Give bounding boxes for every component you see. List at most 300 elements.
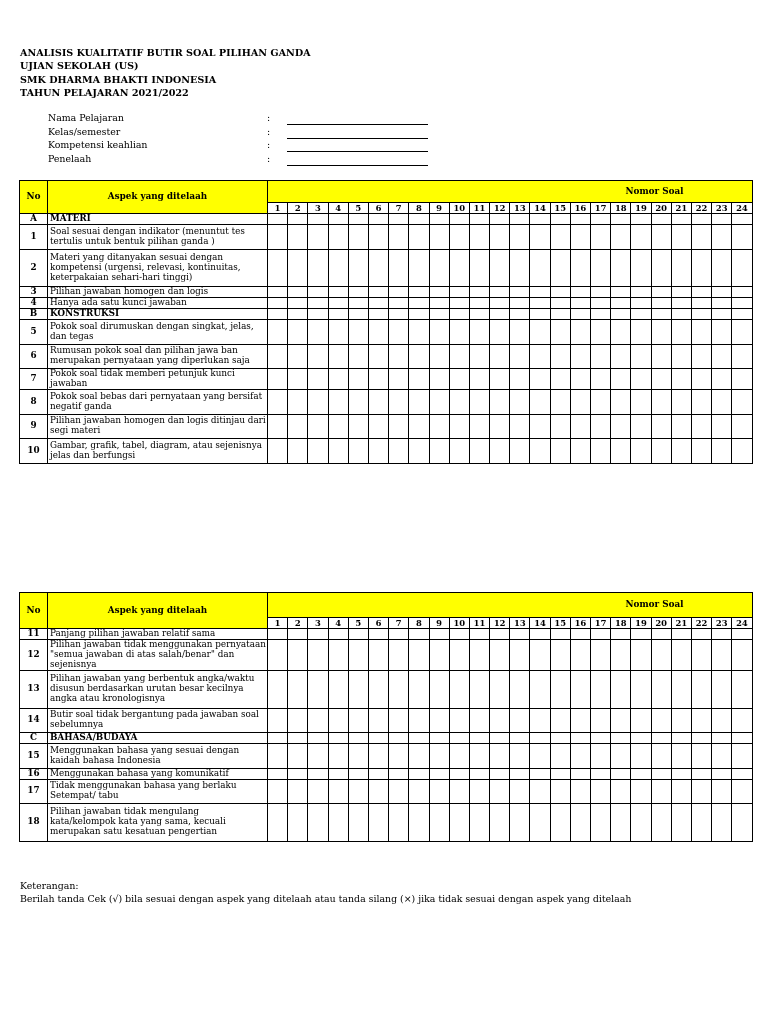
check-cell[interactable] <box>308 249 328 287</box>
check-cell[interactable] <box>651 744 671 769</box>
check-cell[interactable] <box>268 309 288 320</box>
check-cell[interactable] <box>712 298 732 309</box>
check-cell[interactable] <box>348 708 368 733</box>
check-cell[interactable] <box>308 369 328 390</box>
check-cell[interactable] <box>308 298 328 309</box>
check-cell[interactable] <box>409 671 429 709</box>
check-cell[interactable] <box>611 309 631 320</box>
check-cell[interactable] <box>268 439 288 464</box>
check-cell[interactable] <box>631 287 651 298</box>
check-cell[interactable] <box>409 249 429 287</box>
check-cell[interactable] <box>712 414 732 439</box>
check-cell[interactable] <box>591 439 611 464</box>
check-cell[interactable] <box>389 671 409 709</box>
check-cell[interactable] <box>449 708 469 733</box>
check-cell[interactable] <box>288 309 308 320</box>
check-cell[interactable] <box>651 629 671 640</box>
check-cell[interactable] <box>308 320 328 345</box>
check-cell[interactable] <box>671 768 691 779</box>
check-cell[interactable] <box>469 309 489 320</box>
check-cell[interactable] <box>510 414 530 439</box>
check-cell[interactable] <box>268 671 288 709</box>
check-cell[interactable] <box>510 439 530 464</box>
check-cell[interactable] <box>308 214 328 225</box>
check-cell[interactable] <box>530 344 550 369</box>
check-cell[interactable] <box>449 225 469 250</box>
check-cell[interactable] <box>691 640 711 671</box>
check-cell[interactable] <box>328 671 348 709</box>
check-cell[interactable] <box>308 640 328 671</box>
check-cell[interactable] <box>449 369 469 390</box>
check-cell[interactable] <box>389 414 409 439</box>
check-cell[interactable] <box>510 640 530 671</box>
check-cell[interactable] <box>651 640 671 671</box>
check-cell[interactable] <box>288 671 308 709</box>
check-cell[interactable] <box>671 414 691 439</box>
check-cell[interactable] <box>510 390 530 415</box>
check-cell[interactable] <box>469 390 489 415</box>
check-cell[interactable] <box>409 744 429 769</box>
check-cell[interactable] <box>570 744 590 769</box>
check-cell[interactable] <box>631 344 651 369</box>
check-cell[interactable] <box>530 414 550 439</box>
check-cell[interactable] <box>712 733 732 744</box>
check-cell[interactable] <box>490 439 510 464</box>
check-cell[interactable] <box>288 320 308 345</box>
check-cell[interactable] <box>671 804 691 842</box>
check-cell[interactable] <box>368 287 388 298</box>
check-cell[interactable] <box>348 344 368 369</box>
check-cell[interactable] <box>389 779 409 804</box>
check-cell[interactable] <box>389 225 409 250</box>
check-cell[interactable] <box>732 287 752 298</box>
check-cell[interactable] <box>631 744 651 769</box>
check-cell[interactable] <box>510 225 530 250</box>
check-cell[interactable] <box>712 369 732 390</box>
check-cell[interactable] <box>591 225 611 250</box>
check-cell[interactable] <box>510 287 530 298</box>
check-cell[interactable] <box>651 225 671 250</box>
check-cell[interactable] <box>389 249 409 287</box>
check-cell[interactable] <box>510 744 530 769</box>
check-cell[interactable] <box>712 744 732 769</box>
check-cell[interactable] <box>651 249 671 287</box>
check-cell[interactable] <box>449 390 469 415</box>
check-cell[interactable] <box>368 344 388 369</box>
check-cell[interactable] <box>389 344 409 369</box>
check-cell[interactable] <box>288 640 308 671</box>
check-cell[interactable] <box>510 249 530 287</box>
check-cell[interactable] <box>348 225 368 250</box>
check-cell[interactable] <box>651 369 671 390</box>
check-cell[interactable] <box>268 804 288 842</box>
check-cell[interactable] <box>490 287 510 298</box>
check-cell[interactable] <box>550 733 570 744</box>
check-cell[interactable] <box>490 708 510 733</box>
check-cell[interactable] <box>328 369 348 390</box>
check-cell[interactable] <box>671 733 691 744</box>
check-cell[interactable] <box>510 309 530 320</box>
check-cell[interactable] <box>429 298 449 309</box>
check-cell[interactable] <box>368 640 388 671</box>
check-cell[interactable] <box>732 214 752 225</box>
check-cell[interactable] <box>570 779 590 804</box>
check-cell[interactable] <box>429 629 449 640</box>
check-cell[interactable] <box>368 414 388 439</box>
check-cell[interactable] <box>409 629 429 640</box>
check-cell[interactable] <box>389 744 409 769</box>
check-cell[interactable] <box>288 768 308 779</box>
check-cell[interactable] <box>368 369 388 390</box>
check-cell[interactable] <box>429 804 449 842</box>
check-cell[interactable] <box>449 768 469 779</box>
check-cell[interactable] <box>550 439 570 464</box>
check-cell[interactable] <box>611 414 631 439</box>
check-cell[interactable] <box>389 439 409 464</box>
check-cell[interactable] <box>671 344 691 369</box>
check-cell[interactable] <box>671 629 691 640</box>
check-cell[interactable] <box>409 344 429 369</box>
check-cell[interactable] <box>368 733 388 744</box>
check-cell[interactable] <box>691 249 711 287</box>
check-cell[interactable] <box>591 287 611 298</box>
check-cell[interactable] <box>348 414 368 439</box>
check-cell[interactable] <box>288 414 308 439</box>
check-cell[interactable] <box>368 708 388 733</box>
check-cell[interactable] <box>732 744 752 769</box>
check-cell[interactable] <box>510 671 530 709</box>
check-cell[interactable] <box>490 804 510 842</box>
check-cell[interactable] <box>570 708 590 733</box>
check-cell[interactable] <box>268 744 288 769</box>
check-cell[interactable] <box>671 640 691 671</box>
check-cell[interactable] <box>631 309 651 320</box>
check-cell[interactable] <box>611 214 631 225</box>
check-cell[interactable] <box>732 249 752 287</box>
check-cell[interactable] <box>449 439 469 464</box>
check-cell[interactable] <box>591 640 611 671</box>
check-cell[interactable] <box>732 309 752 320</box>
check-cell[interactable] <box>530 320 550 345</box>
check-cell[interactable] <box>469 369 489 390</box>
check-cell[interactable] <box>631 629 651 640</box>
check-cell[interactable] <box>550 768 570 779</box>
check-cell[interactable] <box>348 214 368 225</box>
check-cell[interactable] <box>429 369 449 390</box>
check-cell[interactable] <box>570 640 590 671</box>
check-cell[interactable] <box>449 733 469 744</box>
check-cell[interactable] <box>611 733 631 744</box>
check-cell[interactable] <box>328 309 348 320</box>
check-cell[interactable] <box>469 439 489 464</box>
check-cell[interactable] <box>409 298 429 309</box>
check-cell[interactable] <box>591 214 611 225</box>
check-cell[interactable] <box>429 768 449 779</box>
check-cell[interactable] <box>570 733 590 744</box>
check-cell[interactable] <box>490 320 510 345</box>
check-cell[interactable] <box>308 309 328 320</box>
check-cell[interactable] <box>591 249 611 287</box>
check-cell[interactable] <box>550 390 570 415</box>
check-cell[interactable] <box>671 287 691 298</box>
check-cell[interactable] <box>611 320 631 345</box>
check-cell[interactable] <box>550 744 570 769</box>
check-cell[interactable] <box>510 779 530 804</box>
check-cell[interactable] <box>712 214 732 225</box>
check-cell[interactable] <box>530 439 550 464</box>
check-cell[interactable] <box>389 214 409 225</box>
check-cell[interactable] <box>348 439 368 464</box>
check-cell[interactable] <box>651 779 671 804</box>
check-cell[interactable] <box>691 344 711 369</box>
check-cell[interactable] <box>591 629 611 640</box>
check-cell[interactable] <box>691 287 711 298</box>
check-cell[interactable] <box>288 249 308 287</box>
check-cell[interactable] <box>328 629 348 640</box>
check-cell[interactable] <box>570 369 590 390</box>
check-cell[interactable] <box>429 320 449 345</box>
check-cell[interactable] <box>328 390 348 415</box>
check-cell[interactable] <box>268 733 288 744</box>
check-cell[interactable] <box>469 640 489 671</box>
check-cell[interactable] <box>732 439 752 464</box>
check-cell[interactable] <box>429 214 449 225</box>
check-cell[interactable] <box>651 804 671 842</box>
check-cell[interactable] <box>429 779 449 804</box>
check-cell[interactable] <box>368 214 388 225</box>
check-cell[interactable] <box>389 768 409 779</box>
check-cell[interactable] <box>449 249 469 287</box>
check-cell[interactable] <box>288 733 308 744</box>
check-cell[interactable] <box>691 320 711 345</box>
check-cell[interactable] <box>490 414 510 439</box>
check-cell[interactable] <box>631 249 651 287</box>
check-cell[interactable] <box>268 390 288 415</box>
check-cell[interactable] <box>651 287 671 298</box>
check-cell[interactable] <box>570 225 590 250</box>
check-cell[interactable] <box>469 320 489 345</box>
check-cell[interactable] <box>368 320 388 345</box>
check-cell[interactable] <box>490 640 510 671</box>
check-cell[interactable] <box>631 640 651 671</box>
check-cell[interactable] <box>712 225 732 250</box>
check-cell[interactable] <box>449 744 469 769</box>
check-cell[interactable] <box>268 287 288 298</box>
check-cell[interactable] <box>368 804 388 842</box>
check-cell[interactable] <box>732 344 752 369</box>
check-cell[interactable] <box>328 344 348 369</box>
check-cell[interactable] <box>510 768 530 779</box>
check-cell[interactable] <box>732 390 752 415</box>
check-cell[interactable] <box>651 298 671 309</box>
check-cell[interactable] <box>691 309 711 320</box>
check-cell[interactable] <box>611 369 631 390</box>
check-cell[interactable] <box>691 390 711 415</box>
check-cell[interactable] <box>691 414 711 439</box>
check-cell[interactable] <box>550 671 570 709</box>
check-cell[interactable] <box>308 414 328 439</box>
check-cell[interactable] <box>429 708 449 733</box>
check-cell[interactable] <box>348 287 368 298</box>
check-cell[interactable] <box>449 414 469 439</box>
check-cell[interactable] <box>550 309 570 320</box>
check-cell[interactable] <box>288 390 308 415</box>
check-cell[interactable] <box>389 287 409 298</box>
check-cell[interactable] <box>268 779 288 804</box>
check-cell[interactable] <box>328 640 348 671</box>
check-cell[interactable] <box>328 249 348 287</box>
check-cell[interactable] <box>510 804 530 842</box>
check-cell[interactable] <box>591 320 611 345</box>
check-cell[interactable] <box>671 214 691 225</box>
check-cell[interactable] <box>308 768 328 779</box>
check-cell[interactable] <box>530 369 550 390</box>
check-cell[interactable] <box>631 779 651 804</box>
check-cell[interactable] <box>268 320 288 345</box>
check-cell[interactable] <box>348 804 368 842</box>
check-cell[interactable] <box>490 390 510 415</box>
check-cell[interactable] <box>368 779 388 804</box>
check-cell[interactable] <box>348 733 368 744</box>
check-cell[interactable] <box>712 671 732 709</box>
check-cell[interactable] <box>268 249 288 287</box>
check-cell[interactable] <box>288 744 308 769</box>
check-cell[interactable] <box>368 629 388 640</box>
check-cell[interactable] <box>469 629 489 640</box>
check-cell[interactable] <box>550 298 570 309</box>
check-cell[interactable] <box>328 287 348 298</box>
check-cell[interactable] <box>611 298 631 309</box>
competency-fill-line[interactable] <box>287 151 428 152</box>
check-cell[interactable] <box>389 640 409 671</box>
check-cell[interactable] <box>651 344 671 369</box>
check-cell[interactable] <box>368 671 388 709</box>
check-cell[interactable] <box>348 744 368 769</box>
check-cell[interactable] <box>328 733 348 744</box>
check-cell[interactable] <box>631 733 651 744</box>
check-cell[interactable] <box>328 804 348 842</box>
check-cell[interactable] <box>611 287 631 298</box>
check-cell[interactable] <box>691 779 711 804</box>
check-cell[interactable] <box>732 640 752 671</box>
check-cell[interactable] <box>530 390 550 415</box>
check-cell[interactable] <box>712 287 732 298</box>
check-cell[interactable] <box>308 779 328 804</box>
check-cell[interactable] <box>449 804 469 842</box>
check-cell[interactable] <box>691 369 711 390</box>
check-cell[interactable] <box>308 439 328 464</box>
check-cell[interactable] <box>611 708 631 733</box>
check-cell[interactable] <box>490 671 510 709</box>
check-cell[interactable] <box>490 309 510 320</box>
check-cell[interactable] <box>449 640 469 671</box>
check-cell[interactable] <box>671 779 691 804</box>
check-cell[interactable] <box>591 708 611 733</box>
check-cell[interactable] <box>570 287 590 298</box>
check-cell[interactable] <box>368 390 388 415</box>
check-cell[interactable] <box>449 298 469 309</box>
check-cell[interactable] <box>449 309 469 320</box>
check-cell[interactable] <box>490 779 510 804</box>
check-cell[interactable] <box>449 629 469 640</box>
check-cell[interactable] <box>671 320 691 345</box>
check-cell[interactable] <box>651 671 671 709</box>
check-cell[interactable] <box>732 414 752 439</box>
check-cell[interactable] <box>268 414 288 439</box>
check-cell[interactable] <box>570 249 590 287</box>
check-cell[interactable] <box>510 629 530 640</box>
check-cell[interactable] <box>651 309 671 320</box>
check-cell[interactable] <box>691 629 711 640</box>
check-cell[interactable] <box>570 671 590 709</box>
check-cell[interactable] <box>732 779 752 804</box>
check-cell[interactable] <box>591 298 611 309</box>
check-cell[interactable] <box>348 640 368 671</box>
check-cell[interactable] <box>671 390 691 415</box>
check-cell[interactable] <box>570 298 590 309</box>
check-cell[interactable] <box>611 671 631 709</box>
check-cell[interactable] <box>691 439 711 464</box>
check-cell[interactable] <box>671 249 691 287</box>
check-cell[interactable] <box>712 629 732 640</box>
check-cell[interactable] <box>550 640 570 671</box>
check-cell[interactable] <box>389 369 409 390</box>
check-cell[interactable] <box>530 804 550 842</box>
check-cell[interactable] <box>288 439 308 464</box>
check-cell[interactable] <box>631 298 651 309</box>
check-cell[interactable] <box>409 320 429 345</box>
check-cell[interactable] <box>469 344 489 369</box>
check-cell[interactable] <box>328 744 348 769</box>
check-cell[interactable] <box>308 671 328 709</box>
check-cell[interactable] <box>550 414 570 439</box>
check-cell[interactable] <box>490 214 510 225</box>
check-cell[interactable] <box>712 249 732 287</box>
check-cell[interactable] <box>671 708 691 733</box>
check-cell[interactable] <box>429 671 449 709</box>
check-cell[interactable] <box>308 390 328 415</box>
check-cell[interactable] <box>611 804 631 842</box>
check-cell[interactable] <box>530 249 550 287</box>
check-cell[interactable] <box>530 309 550 320</box>
check-cell[interactable] <box>288 369 308 390</box>
check-cell[interactable] <box>691 214 711 225</box>
check-cell[interactable] <box>328 320 348 345</box>
check-cell[interactable] <box>288 214 308 225</box>
check-cell[interactable] <box>611 744 631 769</box>
check-cell[interactable] <box>550 779 570 804</box>
check-cell[interactable] <box>368 309 388 320</box>
check-cell[interactable] <box>530 629 550 640</box>
check-cell[interactable] <box>389 309 409 320</box>
check-cell[interactable] <box>631 214 651 225</box>
check-cell[interactable] <box>570 320 590 345</box>
check-cell[interactable] <box>409 733 429 744</box>
check-cell[interactable] <box>611 344 631 369</box>
check-cell[interactable] <box>651 439 671 464</box>
subject-fill-line[interactable] <box>287 124 428 125</box>
check-cell[interactable] <box>328 414 348 439</box>
check-cell[interactable] <box>671 671 691 709</box>
check-cell[interactable] <box>429 287 449 298</box>
check-cell[interactable] <box>348 369 368 390</box>
check-cell[interactable] <box>469 298 489 309</box>
check-cell[interactable] <box>712 640 732 671</box>
check-cell[interactable] <box>732 225 752 250</box>
check-cell[interactable] <box>530 733 550 744</box>
check-cell[interactable] <box>449 779 469 804</box>
check-cell[interactable] <box>449 214 469 225</box>
